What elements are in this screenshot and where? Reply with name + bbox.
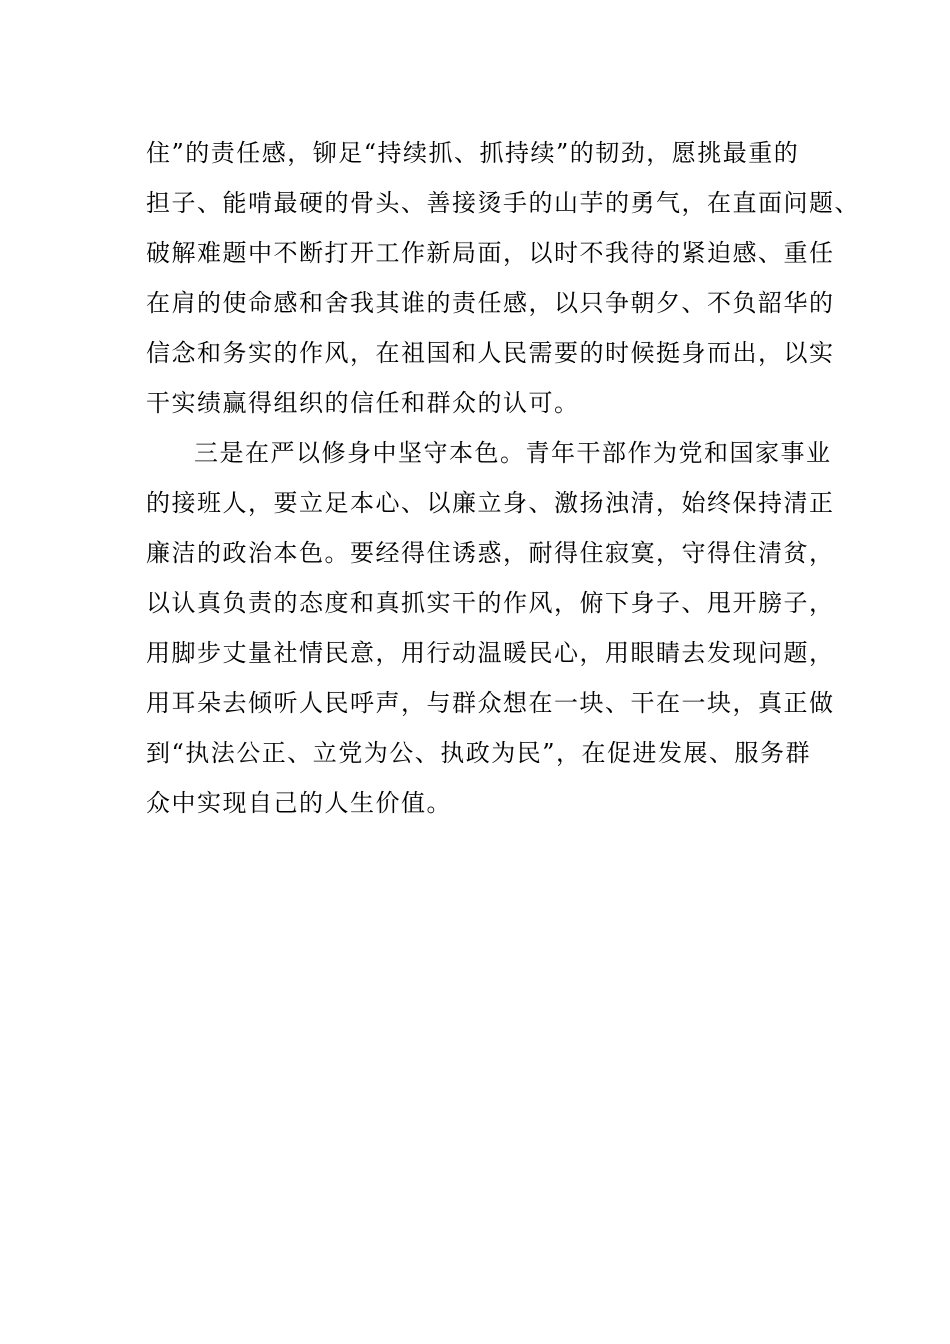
- text-line: 用脚步丈量社情民意，用行动温暖民心，用眼睛去发现问题，: [146, 639, 835, 667]
- text-line: 破解难题中不断打开工作新局面，以时不我待的紧迫感、重任: [146, 239, 835, 267]
- text-line: 担子、能啃最硬的骨头、善接烫手的山芋的勇气，在直面问题、: [146, 189, 860, 217]
- text-line: 以认真负责的态度和真抓实干的作风，俯下身子、甩开膀子，: [146, 589, 835, 617]
- text-line: 在肩的使命感和舍我其谁的责任感，以只争朝夕、不负韶华的: [146, 289, 835, 317]
- text-line: 廉洁的政治本色。要经得住诱惑，耐得住寂寞，守得住清贫，: [146, 539, 835, 567]
- text-line: 的接班人，要立足本心、以廉立身、激扬浊清，始终保持清正: [146, 489, 835, 517]
- text-line: 三是在严以修身中坚守本色。青年干部作为党和国家事业: [194, 439, 832, 467]
- text-line: 信念和务实的作风，在祖国和人民需要的时候挺身而出，以实: [146, 339, 835, 367]
- text-line: 众中实现自己的人生价值。: [146, 789, 452, 817]
- text-line: 用耳朵去倾听人民呼声，与群众想在一块、干在一块，真正做: [146, 689, 835, 717]
- document-body: [146, 128, 860, 828]
- text-line: 住”的责任感，铆足“持续抓、抓持续”的韧劲，愿挑最重的: [146, 139, 800, 167]
- paragraph-2: [146, 428, 846, 828]
- text-line: 干实绩赢得组织的信任和群众的认可。: [146, 389, 580, 417]
- text-line: 到“执法公正、立党为公、执政为民”，在促进发展、服务群: [146, 739, 812, 767]
- paragraph-1: [146, 128, 860, 428]
